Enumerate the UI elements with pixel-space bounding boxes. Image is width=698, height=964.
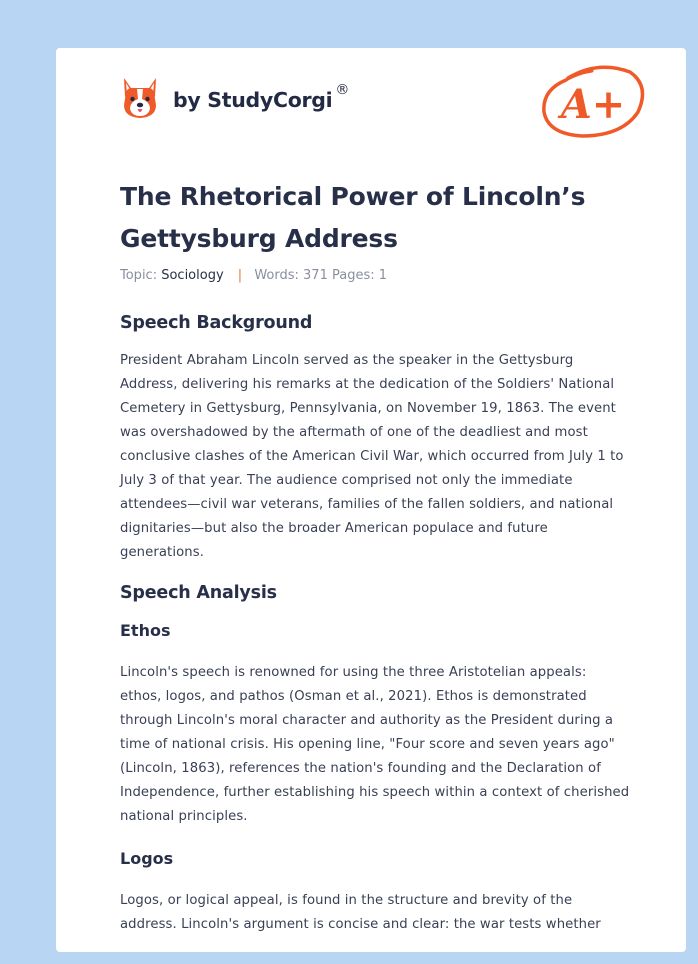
grade-text: A+ <box>560 81 626 128</box>
studycorgi-logo[interactable] <box>120 75 349 121</box>
word-count: Words: 371 <box>254 268 328 283</box>
speech-background-text: President Abraham Lincoln served as the speaker in the Gettysburg Address, delivering his remarks at the dedication of the Soldiers' National Cemetery in Gettysburg, Pennsylvania, on November 19, 1863. The event was overshadowed by the aftermath of one of the deadliest and most conclusive clashes of the American Civil War, which occurred from July 1 to July 3 of that year. The audience comprised not only the immediate attendees—civil war veterans, families of the fallen soldiers, and national dignitaries—but also the broader American populace and future generations. <box>120 353 624 560</box>
topic-link[interactable]: Sociology <box>161 268 224 283</box>
document-card <box>56 48 686 952</box>
logos-text: Logos, or logical appeal, is found in the structure and brevity of the address. Lincoln's argument is concise and clear: the war tests whether <box>120 893 601 932</box>
speech-analysis-heading: Speech Analysis <box>120 583 277 603</box>
logos-heading: Logos <box>120 849 174 868</box>
article-title: The Rhetorical Power of Lincoln’s Gettysburg Address <box>120 182 586 253</box>
meta-separator: | <box>237 268 243 283</box>
registered-mark: ® <box>335 82 350 99</box>
brand-name: by StudyCorgi <box>173 87 333 112</box>
page-count: Pages: 1 <box>331 268 388 283</box>
article-meta <box>120 268 387 283</box>
topic-label: Topic: <box>120 268 158 283</box>
a-plus-badge <box>538 60 650 148</box>
ethos-heading: Ethos <box>120 621 171 640</box>
corgi-logo-icon <box>120 75 160 121</box>
ethos-text: Lincoln's speech is renowned for using the three Aristotelian appeals: ethos, logos, and pathos (Osman et al., 2021). Ethos is demonstrated through Lincoln's moral character and authority as the President during a time of national crisis. His opening line, "Four score and seven years ago"(Lincoln, 1863), references the nation's founding and the Declaration of Independence, further establishing his speech within a context of cherished national principles. <box>120 665 630 824</box>
speech-background-heading: Speech Background <box>120 313 313 333</box>
